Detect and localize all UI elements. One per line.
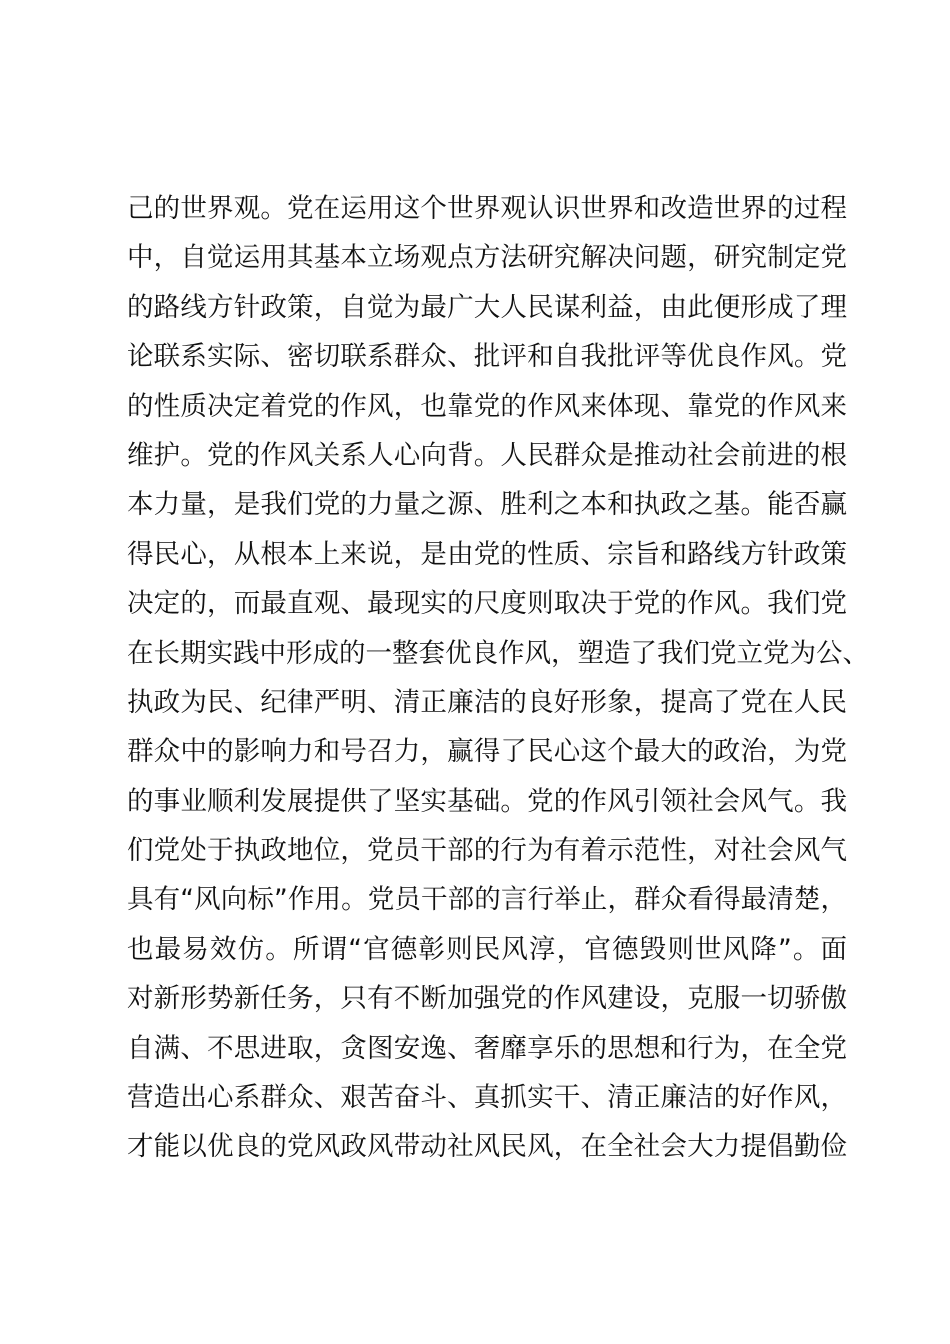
text-line: 的事业顺利发展提供了坚实基础。党的作风引领社会风气。我 <box>127 785 847 817</box>
text-line: 在长期实践中形成的一整套优良作风，塑造了我们党立党为公、 <box>127 637 869 669</box>
text-line: 维护。党的作风关系人心向背。人民群众是推动社会前进的根 <box>127 439 847 471</box>
text-line: 己的世界观。党在运用这个世界观认识世界和改造世界的过程 <box>127 193 847 224</box>
text-line: 才能以优良的党风政风带动社风民风，在全社会大力提倡勤俭 <box>127 1131 847 1163</box>
body-paragraph <box>127 184 869 1172</box>
text-line: 营造出心系群众、艰苦奋斗、真抓实干、清正廉洁的好作风， <box>127 1082 847 1114</box>
text-line: 自满、不思进取，贪图安逸、奢靡享乐的思想和行为，在全党 <box>127 1032 847 1064</box>
text-line: 中，自觉运用其基本立场观点方法研究解决问题，研究制定党 <box>127 242 847 274</box>
text-line: 执政为民、纪律严明、清正廉洁的良好形象，提高了党在人民 <box>127 686 847 718</box>
text-line: 们党处于执政地位，党员干部的行为有着示范性，对社会风气 <box>127 835 847 867</box>
text-line: 决定的，而最直观、最现实的尺度则取决于党的作风。我们党 <box>127 588 847 620</box>
text-line: 群众中的影响力和号召力，赢得了民心这个最大的政治，为党 <box>127 736 847 768</box>
text-line: 具有“风向标”作用。党员干部的言行举止，群众看得最清楚， <box>127 884 847 916</box>
text-line: 的性质决定着党的作风，也靠党的作风来体现、靠党的作风来 <box>127 390 847 422</box>
text-line: 得民心，从根本上来说，是由党的性质、宗旨和路线方针政策 <box>127 538 847 570</box>
text-line: 的路线方针政策，自觉为最广大人民谋利益，由此便形成了理 <box>127 291 847 323</box>
text-line: 对新形势新任务，只有不断加强党的作风建设，克服一切骄傲 <box>127 983 847 1015</box>
text-line: 本力量，是我们党的力量之源、胜利之本和执政之基。能否赢 <box>127 489 847 521</box>
text-line: 论联系实际、密切联系群众、批评和自我批评等优良作风。党 <box>127 341 847 373</box>
text-line: 也最易效仿。所谓“官德彰则民风淳，官德毁则世风降”。面 <box>127 933 847 965</box>
